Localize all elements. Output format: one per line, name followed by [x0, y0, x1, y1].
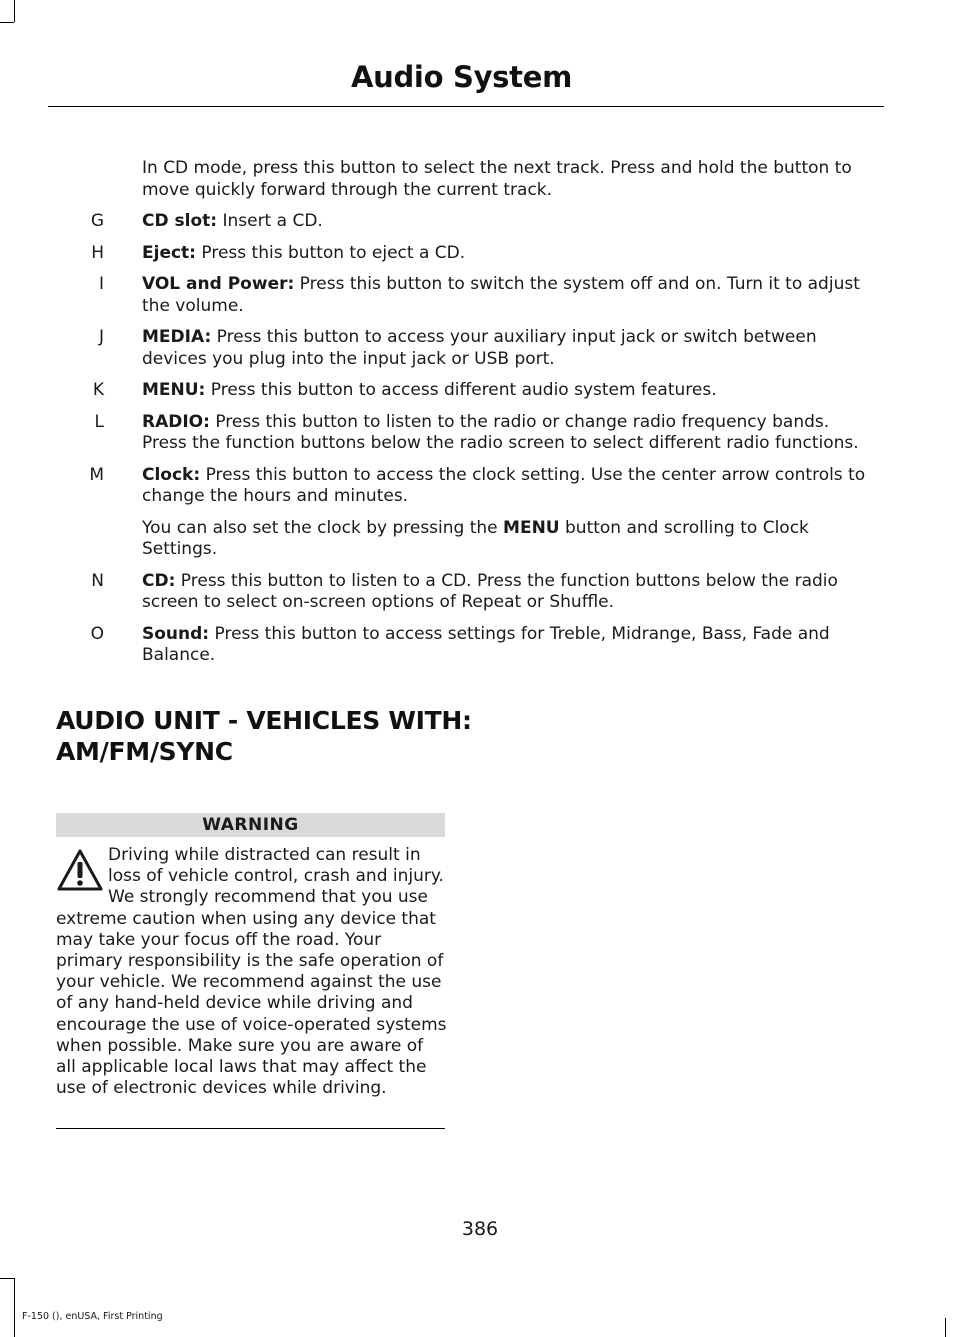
list-item	[0, 465, 960, 508]
intro-text: In CD mode, press this button to select the next track. Press and hold the button to move quickly forward through the current track.	[142, 158, 852, 200]
item-term: Sound:	[142, 623, 210, 644]
item-text: Press this button to access settings for Treble, Midrange, Bass, Fade and Balance.	[142, 623, 830, 665]
item-term: CD:	[142, 570, 176, 591]
crop-mark	[0, 1278, 14, 1279]
item-body	[142, 327, 877, 370]
crop-mark	[14, 1278, 15, 1337]
item-letter: M	[89, 464, 104, 485]
crop-mark	[14, 0, 15, 22]
item-text: Press this button to access your auxiliary input jack or switch between devices you plug into the input jack or USB port.	[142, 327, 817, 369]
page-number: 386	[461, 1218, 499, 1240]
item-letter: J	[98, 327, 104, 347]
item-list	[0, 158, 960, 677]
clock-note-before: You can also set the clock by pressing the	[142, 517, 504, 538]
items-group	[0, 211, 960, 508]
section-heading: AUDIO UNIT - VEHICLES WITH:	[56, 706, 472, 735]
item-letter: H	[91, 242, 104, 263]
item-term: Eject:	[142, 242, 196, 263]
item-body	[142, 211, 877, 233]
item-text: Press this button to eject a CD.	[195, 242, 466, 263]
item-text: Insert a CD.	[217, 211, 323, 231]
list-item	[0, 327, 960, 370]
item-letter: O	[90, 623, 104, 644]
item-term: CD slot:	[142, 211, 218, 231]
crop-mark	[945, 1318, 946, 1337]
item-body	[142, 571, 877, 614]
page-title: Audio System	[350, 60, 572, 94]
warning-rule	[56, 1128, 445, 1129]
item-text: Press this button to access different audio system features.	[205, 380, 717, 400]
list-item	[0, 380, 960, 402]
item-body	[142, 412, 877, 455]
item-letter: N	[91, 570, 104, 591]
crop-mark	[0, 22, 14, 23]
list-item	[0, 571, 960, 614]
item-text: Press this button to listen to the radio or change radio frequency bands. Press the function buttons below the radio screen to select different radio functions.	[142, 411, 859, 453]
item-term: MEDIA:	[142, 327, 212, 347]
item-letter: G	[90, 211, 104, 231]
item-body	[142, 465, 877, 508]
list-item	[0, 243, 960, 265]
item-letter: K	[92, 380, 104, 400]
item-term: RADIO:	[142, 411, 210, 432]
clock-note-after: button and scrolling to Clock Settings.	[142, 517, 809, 559]
clock-note	[0, 518, 960, 561]
list-item	[0, 158, 960, 201]
list-item	[0, 624, 960, 667]
item-text: Press this button to access the clock setting. Use the center arrow controls to change the hours and minutes.	[142, 464, 866, 506]
menu-keyword: MENU	[503, 517, 560, 538]
items-group	[0, 571, 960, 667]
list-item	[0, 412, 960, 455]
item-body	[142, 274, 877, 317]
footer-note: F-150 (), enUSA, First Printing	[22, 1311, 163, 1322]
warning-label: WARNING	[56, 813, 445, 837]
warning-text: Driving while distracted can result in loss of vehicle control, crash and injury. We strongly recommend that you use extreme caution when using any device that may take your focus off the road. Your primary responsibility is the safe operation of your vehicle. We recommend against the use of any hand-held device while driving and encourage the use of voice-operated systems when possible. Make sure you are aware of all applicable local laws that may affect the use of electronic devices while driving.	[56, 845, 447, 1099]
section-heading-sub: AM/FM/SYNC	[56, 737, 233, 766]
item-body	[142, 624, 877, 667]
item-text: Press this button to listen to a CD. Press the function buttons below the radio screen to select on-screen options of Repeat or Shuffle.	[142, 570, 838, 612]
item-text: Press this button to switch the system off and on. Turn it to adjust the volume.	[142, 274, 860, 316]
item-letter: L	[94, 411, 104, 432]
header-rule	[48, 106, 884, 107]
item-letter: I	[98, 274, 104, 294]
list-item	[0, 274, 960, 317]
item-term: Clock:	[142, 464, 201, 485]
list-item	[0, 211, 960, 233]
item-body	[142, 380, 877, 402]
item-term: VOL and Power:	[142, 274, 295, 294]
item-body	[142, 243, 877, 265]
item-term: MENU:	[142, 380, 206, 400]
